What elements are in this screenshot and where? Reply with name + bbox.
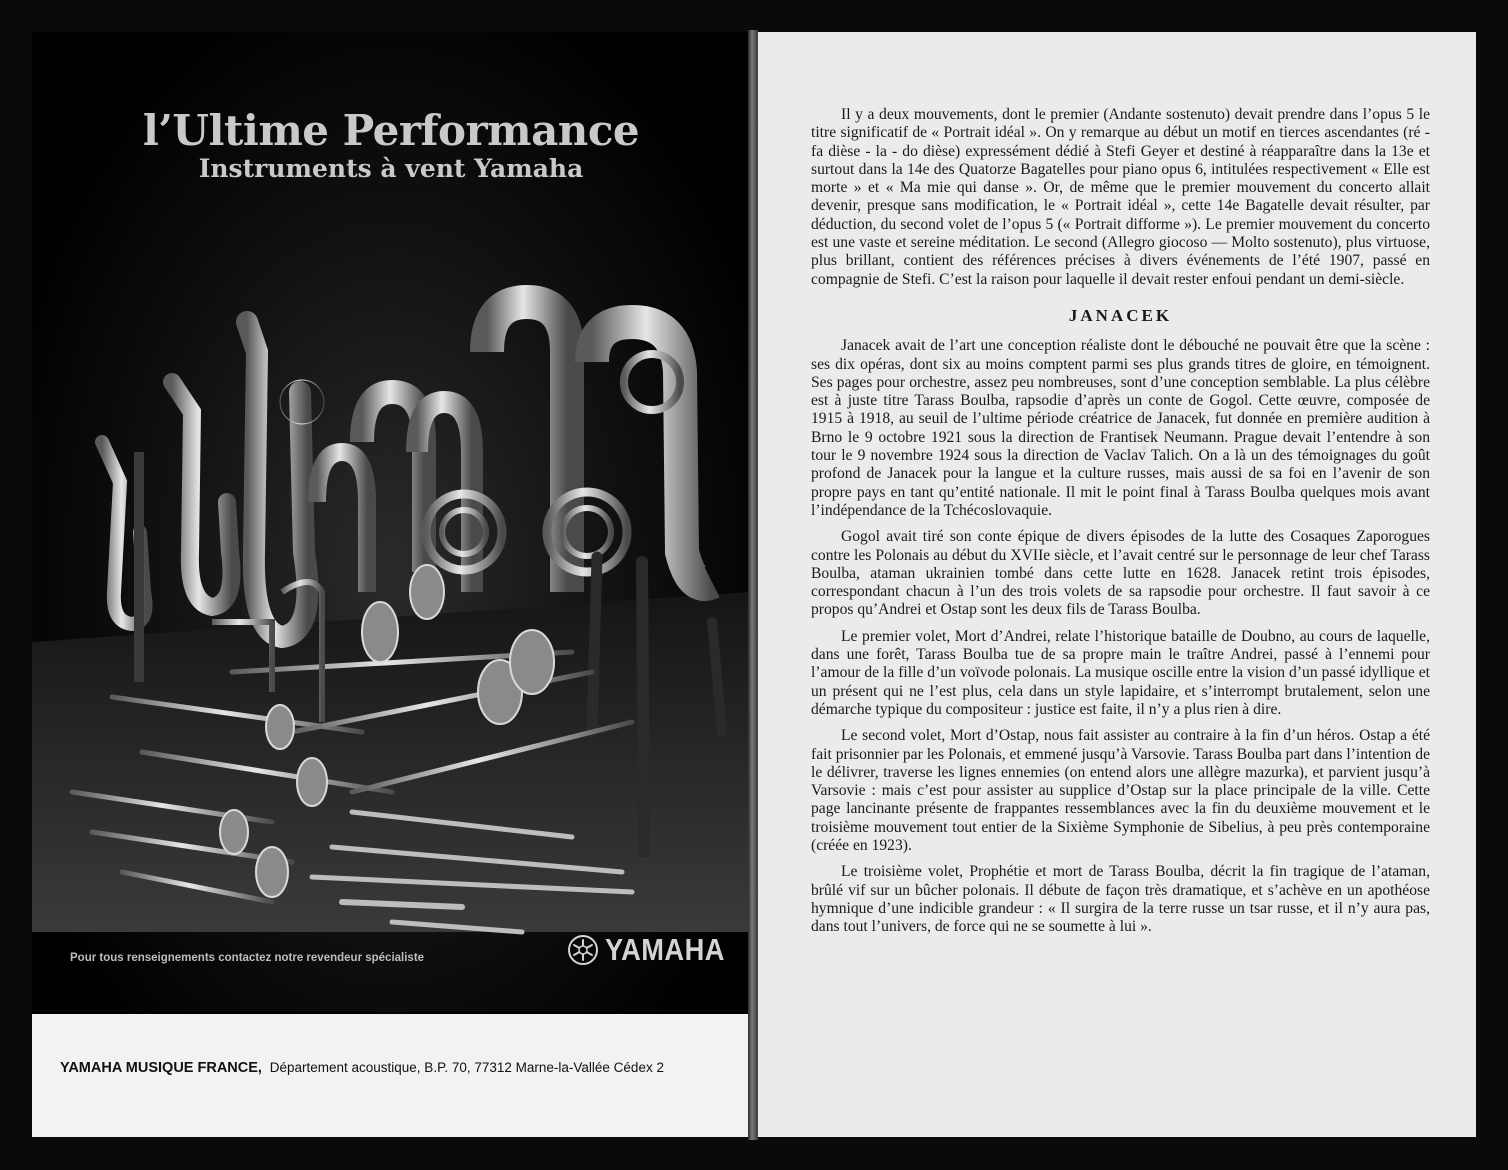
soprano-sax [134, 452, 144, 682]
ad-footer [32, 1014, 750, 1137]
advertisement-page [32, 32, 750, 1137]
section-heading: JANACEK [1068, 305, 1173, 325]
book-spine [748, 30, 758, 1140]
ad-headline: l’Ultime Performance [142, 106, 640, 155]
article-paragraph: Gogol avait tiré son conte épique de divers épisodes de la lutte des Cosaques Zaporogues contre les Polonais au début du XVIIe siècle, et l’avait centré sur le personnage de leur chef Tarass Boulba, ataman ukrainien tombé dans cette lutte en 1628. Janacek retint trois épisodes, correspondant chacun à l’un des trois volets de sa rapsodie pour orchestre. Il faut savoir à ce propos qu’Andrei et Ostap sont les deux fils de Tarass Boulba. [811, 528, 1430, 619]
watermark: . . . [1109, 379, 1187, 460]
ad-contact-note: Pour tous renseignements contactez notre revendeur spécialiste [70, 952, 425, 964]
article-page [758, 32, 1476, 1137]
footer-address: Département acoustique, B.P. 70, 77312 Marne-la-Vallée Cédex 2 [269, 1060, 664, 1075]
tuba-group [317, 302, 712, 592]
yamaha-logo-text: YAMAHA [605, 932, 725, 967]
article-paragraph: Le second volet, Mort d’Ostap, nous fait assister au contraire à la fin d’un héros. Ostap a été fait prisonnier par les Polonais, et emmené jusqu’à Varsovie. Tarass Boulba part dans l’intention de le délivrer, traverse les lignes ennemies (on entend alors une allègre mazurka), et parvient jusqu’à Varsovie : mais c’est pour assister au supplice d’Ostap sur la place principale de la ville. Cette page lancinante présente de frappantes ressemblances avec la fin du deuxième mouvement et le troisième mouvement tout entier de la Sixième Symphonie de Sibelius, à peu près contemporaine (créée en 1923). [811, 727, 1430, 854]
ad-subheadline: Instruments à vent Yamaha [198, 154, 584, 183]
footer-line [60, 1060, 664, 1076]
intro-paragraph: Il y a deux mouvements, dont le premier (Andante sostenuto) devait prendre dans l’opus 5 le titre significatif de « Portrait idéal ». On y remarque au début un motif en tierces ascendantes (ré - fa dièse - la - do dièse) expressément dédié à Stefi Geyer et destiné à réapparaître dans la 13e et surtout dans la 14e des Quatorze Bagatelles pour piano opus 6, intitulées respectivement « Elle est morte » et « Ma mie qui danse ». Or, de même que le premier mouvement du concerto allait devenir, presque sans modification, le « Portrait idéal », cette 14e Bagatelle devait résulter, par déduction, du second volet de l’opus 5 (« Portrait difforme »). Le premier mouvement du concerto est une vaste et sereine méditation. Le second (Allegro giocoso — Molto sostenuto), plus virtuose, plus brillant, contient des références précises à divers événements de l’été 1907, passé en compagnie de Stefi. C’est la raison pour laquelle il devait rester enfoui pendant un demi-siècle. [811, 106, 1430, 288]
article-paragraph: Le premier volet, Mort d’Andrei, relate l’historique bataille de Doubno, au cours de laquelle, dans une forêt, Tarass Boulba tue de sa propre main le traître Andrei, passé à l’ennemi pour l’amour de la fille d’un voïvode polonais. La musique oscille entre la vision d’un passé idyllique et un présent qui ne l’est plus, cela dans un style lapidaire, et s’interrompt brutalement, selon une démarche typique du compositeur : justice est faite, il n’y a plus rien à dire. [811, 627, 1430, 718]
tuning-forks-emblem-icon [567, 934, 599, 966]
footer-company: YAMAHA MUSIQUE FRANCE, [60, 1060, 262, 1076]
yamaha-logo [567, 932, 741, 968]
article-paragraph: Le troisième volet, Prophétie et mort de Tarass Boulba, décrit la fin tragique de l’ataman, brûlé vif sur un bûcher polonais. Il débute de façon très dramatique, et s’achève en un apothéose hymnique d’une indicible grandeur : « Il surgira de la terre russe un tsar russe, et il n’y aura pas, dans tout l’univers, de force qui ne se soumette à lui ». [811, 863, 1430, 936]
article-paragraph: Janacek avait de l’art une conception réaliste dont le débouché ne pouvait être que la scène : ses dix opéras, dont six au moins comptent parmi ses plus grands titres de gloire, en témoignent. Ses pages pour orchestre, assez peu nombreuses, sont d’une conception semblable. La plus célèbre est à juste titre Tarass Boulba, rapsodie d’après un conte de Gogol. Cette œuvre, composée de 1915 à 1918, au seuil de l’ultime période créatrice de Janacek, fut donnée en première audition à Brno le 9 octobre 1921 sous la direction de Frantisek Neumann. Prague devait l’entendre à son tour le 9 novembre 1924 sous la direction de Vaclav Talich. On a là un des témoignages du goût profond de Janacek pour la langue et la culture russes, mais aussi de sa foi en l’avenir de son propre pays en tant qu’entité nationale. Il mit le point final à Tarass Boulba quelques mois avant l’indépendance de la Tchécoslovaquie. [811, 337, 1430, 519]
article-body [811, 106, 1430, 936]
